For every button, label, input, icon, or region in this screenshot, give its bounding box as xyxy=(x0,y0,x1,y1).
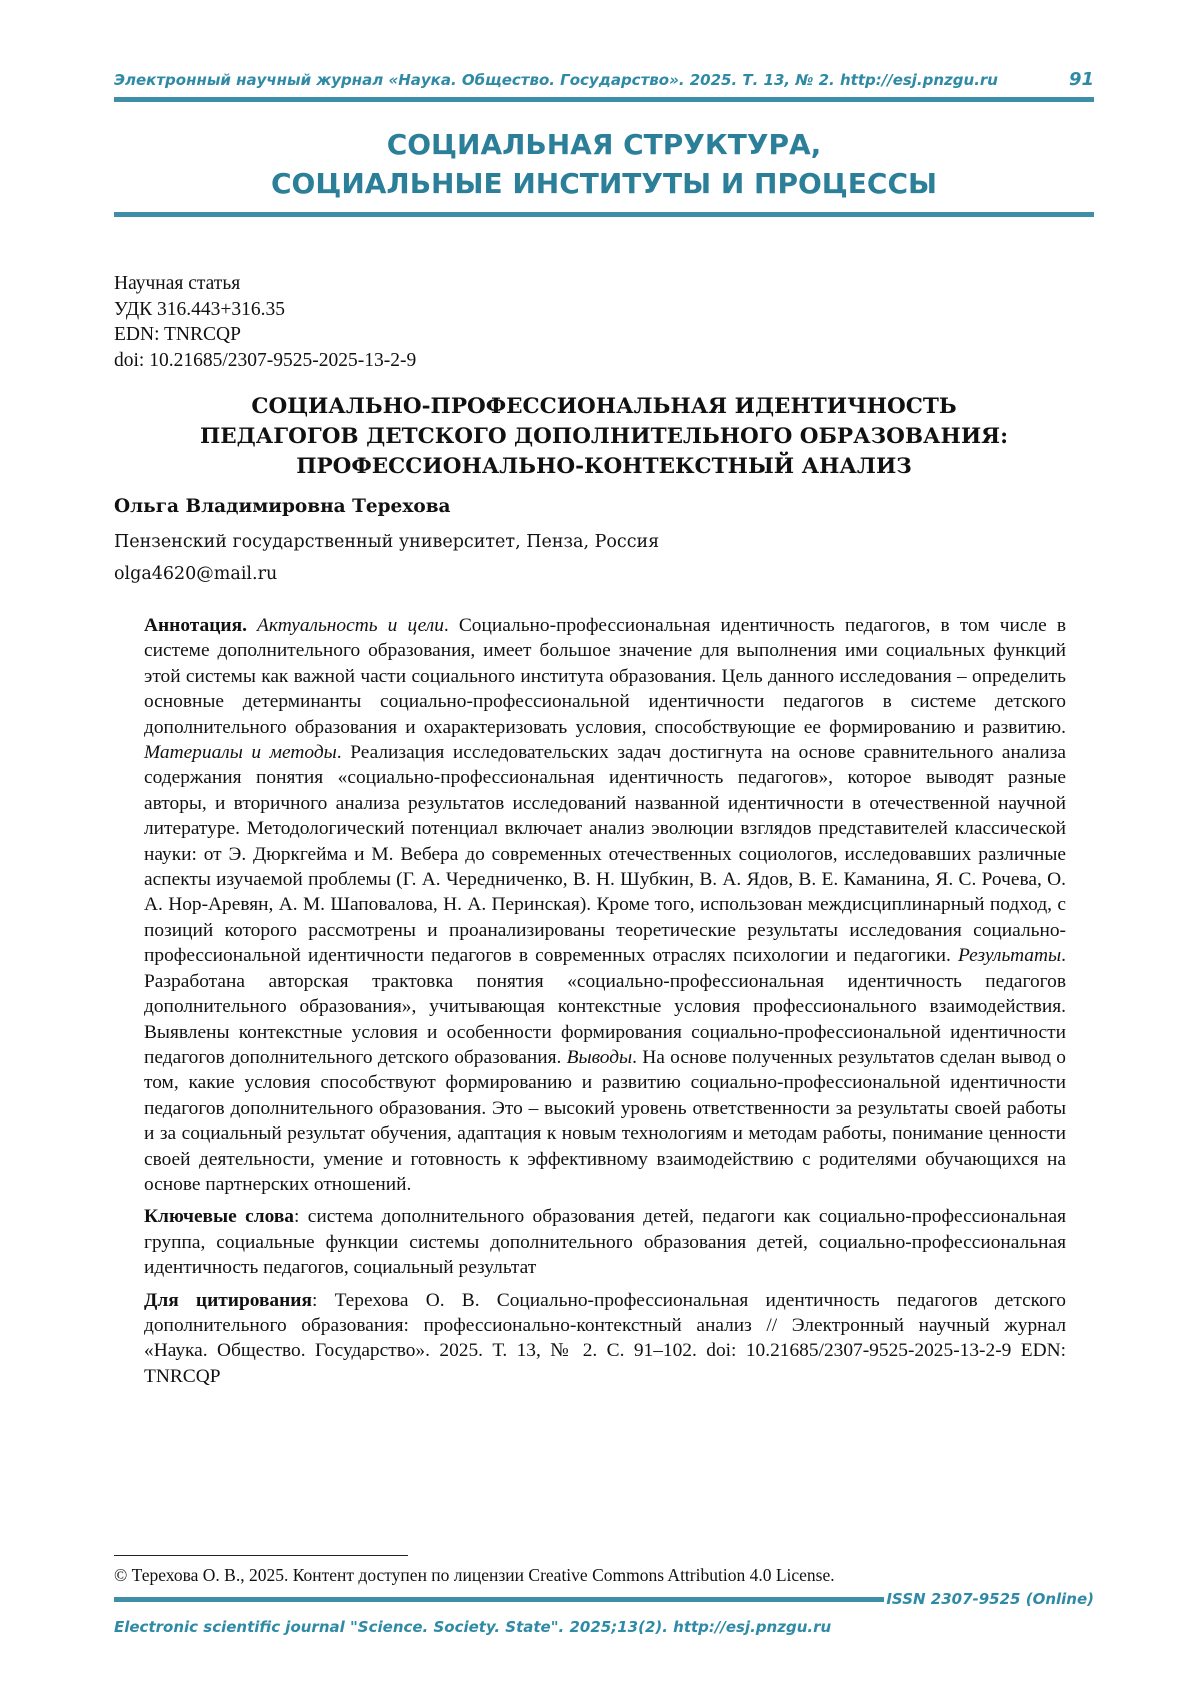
abstract-heading-methods: Материалы и методы xyxy=(144,742,337,764)
citation xyxy=(144,1288,1066,1390)
issn: ISSN 2307-9525 (Online) xyxy=(886,1590,1094,1608)
abstract-text-results: . Разработана авторская трактовка понятия «социально-профессиональная идентичность педагогов дополнительного образования», учитывающая контекстные условия профессионального взаимодействия. Выявлены контекстные условия и особенности формирования социально-профессиональной идентичности педагогов дополнительного детского образования. xyxy=(144,945,1066,1068)
abstract-heading-relevance: Актуальность и цели xyxy=(257,615,444,636)
author-name: Ольга Владимировна Терехова xyxy=(114,496,451,517)
author-affiliation: Пензенский государственный университет, Пенза, Россия xyxy=(114,532,660,552)
footnote-divider xyxy=(114,1555,408,1556)
footer-journal-line: Electronic scientific journal "Science. Society. State". 2025;13(2). http://esj.pnzgu.ru xyxy=(114,1618,832,1636)
running-header: Электронный научный журнал «Наука. Общество. Государство». 2025. Т. 13, № 2. http://esj.pnzgu.ru xyxy=(114,71,998,89)
article-meta xyxy=(114,271,416,373)
footer-rule xyxy=(114,1597,884,1602)
keywords-label: Ключевые слова xyxy=(144,1206,294,1228)
copyright-notice: © Терехова О. В., 2025. Контент доступен по лицензии Creative Commons Attribution 4.0 License. xyxy=(114,1565,835,1585)
abstract-text-methods: . Реализация исследовательских задач достигнута на основе сравнительного анализа содержания понятия «социально-профессиональная идентичность педагогов», которое выводят разные авторы, и вторичного анализа результатов исследований названной идентичности в отечественной научной литературе. Методологический потенциал включает анализ эволюции взглядов представителей классической науки: от Э. Дюркгейма и М. Вебера до современных отечественных социологов, исследовавших различные аспекты изучаемой проблемы (Г. А. Чередниченко, В. Н. Шубкин, В. А. Ядов, В. Е. Каманина, Я. С. Рочева, О. А. Нор-Аревян, А. М. Шаповалова, Н. А. Перинская). Кроме того, использован междисциплинарный подход, с позиций которого рассмотрены и проанализированы теоретические результаты исследования социально-профессиональной идентичности педагогов в современных отраслях психологии и педагогики. xyxy=(144,742,1066,967)
article-title-line-3: ПРОФЕССИОНАЛЬНО-КОНТЕКСТНЫЙ АНАЛИЗ xyxy=(296,454,912,479)
abstract-label: Аннотация. xyxy=(144,615,247,636)
section-title-line-2: СОЦИАЛЬНЫЕ ИНСТИТУТЫ И ПРОЦЕССЫ xyxy=(271,167,937,200)
abstract-block xyxy=(144,613,1066,1389)
section-title xyxy=(114,125,1094,203)
keywords-text: : система дополнительного образования детей, педагоги как социально-профессиональная группа, социальные функции системы дополнительного образования детей, социально-профессиональная идентичность педагогов, социальный результат xyxy=(144,1206,1066,1279)
abstract-text-conclusions: . На основе полученных результатов сделан вывод о том, какие условия способствуют формированию и развитию социально-профессиональной идентичности педагогов дополнительного образования. Это – высокий уровень ответственности за результаты своей работы и за социальный результат обучения, адаптация к новым технологиям и методам работы, понимание ценности своей деятельности, умение и готовность к эффективному взаимодействию с родителями обучающихся на основе партнерских отношений. xyxy=(144,1046,1066,1195)
abstract-heading-conclusions: Выводы xyxy=(566,1046,633,1068)
article-title-line-2: ПЕДАГОГОВ ДЕТСКОГО ДОПОЛНИТЕЛЬНОГО ОБРАЗОВАНИЯ: xyxy=(199,424,1009,449)
abstract-text-relevance: . Социально-профессиональная идентичность педагогов, в том числе в системе дополнительного образования, имеет большое значение для выполнения ими социальных функций этой системы как важной части социального института образования. Цель данного исследования – определить основные детерминанты социально-профессиональной идентичности педагогов в системе детского дополнительного образования и охарактеризовать условия, способствующие ее формированию и развитию. xyxy=(144,615,1066,738)
citation-text: : Терехова О. В. Социально-профессиональная идентичность педагогов детского дополнительного образования: профессионально-контекстный анализ // Электронный научный журнал «Наука. Общество. Государство». 2025. Т. 13, № 2. С. 91–102. doi: 10.21685/2307-9525-2025-13-2-9 EDN: TNRCQP xyxy=(144,1289,1066,1387)
article-type: Научная статья xyxy=(114,273,241,294)
header-rule xyxy=(114,97,1094,102)
abstract xyxy=(144,613,1066,1197)
author-email[interactable]: olga4620@mail.ru xyxy=(114,564,278,584)
article-title-line-1: СОЦИАЛЬНО-ПРОФЕССИОНАЛЬНАЯ ИДЕНТИЧНОСТЬ xyxy=(251,394,957,419)
edn-code: EDN: TNRCQP xyxy=(114,324,241,345)
udk-code: УДК 316.443+316.35 xyxy=(114,298,286,320)
article-title xyxy=(114,392,1094,482)
section-rule xyxy=(114,212,1094,217)
citation-label: Для цитирования xyxy=(144,1289,312,1311)
page-number: 91 xyxy=(1068,69,1094,90)
doi: doi: 10.21685/2307-9525-2025-13-2-9 xyxy=(114,349,417,371)
abstract-heading-results: Результаты xyxy=(958,945,1062,967)
keywords xyxy=(144,1204,1066,1280)
section-title-line-1: СОЦИАЛЬНАЯ СТРУКТУРА, xyxy=(386,128,822,161)
